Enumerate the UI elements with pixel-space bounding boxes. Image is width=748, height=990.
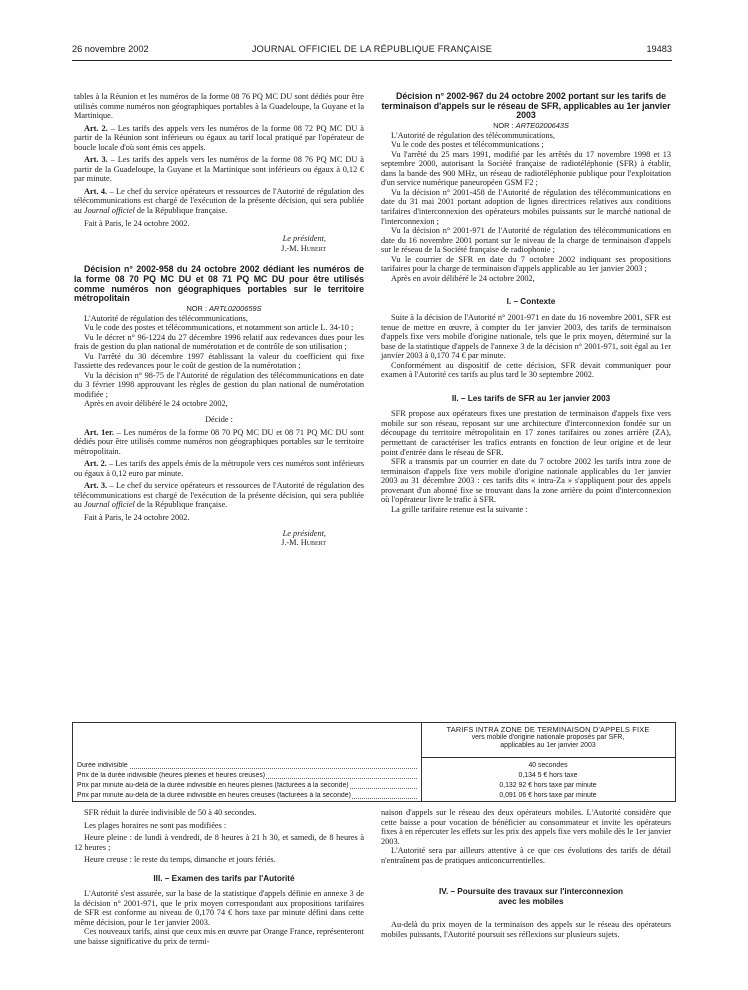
article-1 <box>74 428 364 457</box>
left-column <box>74 92 364 548</box>
body-paragraph: L'Autorité sera par ailleurs attentive à ce que ces évolutions des tarifs de détail n'entraînent pas de pratiques anticoncurrentielles. <box>381 846 671 865</box>
journal-officiel-ref: Journal officiel <box>83 206 135 216</box>
visa-paragraph: Vu le décret n° 96-1224 du 27 décembre 1996 relatif aux redevances dues pour les frais de gestion du plan national de numérotation et de contrôle de son utilisation ; <box>74 332 364 352</box>
table-row-value: 0,132 92 € hors taxe par minute <box>499 782 597 789</box>
visa-paragraph: Vu la décision n° 2001-458 de l'Autorité de régulation des télécommunications en date du 31 mai 2001 portant adoption de lignes directrices relatives aux conditions tarifaires d'interconnexion des opérateurs mobiles puissants sur le marché national de l'interconnexion ; <box>381 187 671 226</box>
visa-paragraph: L'Autorité de régulation des télécommunications, <box>84 313 248 323</box>
decision-967-title: Décision n° 2002-967 du 24 octobre 2002 portant sur les tarifs de terminaison d'appels sur le réseau de SFR, applicables au 1er janvier 2003 <box>381 91 671 121</box>
article-label: Art. 2. <box>84 123 108 133</box>
header-date: 26 novembre 2002 <box>72 44 149 54</box>
body-paragraph: L'Autorité s'est assurée, sur la base de la statistique d'appels définie en annexe 3 de la décision n° 2001-971, que le prix moyen correspondant aux propositions tarifaires de SFR est conforme au niveau de 0,170 74 € hors taxe par minute défini dans cette même décision, pour le 1er janvier 2003. <box>74 889 364 927</box>
signature-name: J.-M. Hubert <box>281 538 326 548</box>
article-4 <box>74 187 364 216</box>
nor-reference: NOR : ARTE0200643S <box>493 121 569 131</box>
visa-paragraph: Vu le code des postes et télécommunications, et notamment son article L. 34-10 ; <box>84 323 354 333</box>
table-header-line: vers mobile d'origine nationale proposés par SFR, <box>471 734 625 741</box>
section-heading: IV. – Poursuite des travaux sur l'interconnexion <box>438 887 624 897</box>
table-row-label: Durée indivisible <box>77 762 128 769</box>
tariff-table <box>72 722 676 802</box>
table-row <box>77 762 417 772</box>
article-3 <box>74 481 364 510</box>
article-text: – Les tarifs des appels vers les numéros de la forme 08 72 PQ MC DU à partir de la Réunion sont inférieurs ou égaux au tarif local pratiqué par l'opérateur de boucle locale d'où sont émis ces appels. <box>74 123 364 152</box>
table-row <box>77 782 417 792</box>
visa-paragraph: L'Autorité de régulation des télécommunications, <box>391 130 555 140</box>
article-text: – Les tarifs des appels vers les numéros de la forme 08 76 PQ MC DU à partir de la Guadeloupe, la Guyane et la Martinique sont inférieurs ou égaux à 0,12 € par minute. <box>74 155 364 184</box>
body-paragraph: Heure creuse : le reste du temps, dimanche et jours fériés. <box>84 855 276 865</box>
fait-a-paris: Fait à Paris, le 24 octobre 2002. <box>84 218 190 228</box>
section-heading: III. – Examen des tarifs par l'Autorité <box>153 873 295 883</box>
table-row <box>77 792 417 802</box>
article-text: de la République française. <box>134 500 228 510</box>
article-label: Art. 3. <box>84 481 108 491</box>
section-heading: II. – Les tarifs de SFR au 1er janvier 2003 <box>451 393 611 403</box>
right-column <box>381 92 671 514</box>
decision-958-title: Décision n° 2002-958 du 24 octobre 2002 dédiant les numéros de la forme 08 70 PQ MC DU et 08 71 PQ MC DU pour être utilisés comme numéros non géographiques portables sur le territoire métropolitain <box>74 264 364 304</box>
decide-heading: Décide : <box>205 415 233 425</box>
article-3 <box>74 155 364 184</box>
table-row-label: Prix de la durée indivisible (heures pleines et heures creuses) <box>77 772 266 779</box>
article-text: – Le chef du service opérateurs et ressources de l'Autorité de régulation des télécommunications est chargé de l'exécution de la présente décision, qui sera publiée au <box>74 186 364 216</box>
section-heading: I. – Contexte <box>506 297 556 307</box>
journal-officiel-ref: Journal officiel <box>83 500 135 510</box>
article-label: Art. 3. <box>84 155 108 165</box>
fait-a-paris: Fait à Paris, le 24 octobre 2002. <box>84 512 190 522</box>
visa-paragraph: Vu la décision n° 98-75 de l'Autorité de régulation des télécommunications en date du 3 février 1998 approuvant les règles de gestion du plan national de numérotation modifiée ; <box>74 370 364 399</box>
article-text: – Les numéros de la forme 08 70 PQ MC DU et 08 71 PQ MC DU sont dédiés pour être utilisés comme numéros non géographiques portables sur le territoire métropolitain. <box>74 427 364 456</box>
context-paragraph: Conformément au dispositif de cette décision, SFR devait communiquer pour examen à l'Autorité ces tarifs au plus tard le 30 septembre 2002. <box>381 360 671 380</box>
table-header-line: applicables au 1er janvier 2003 <box>500 742 596 749</box>
body-paragraph: Au-delà du prix moyen de la terminaison des appels sur le réseau des opérateurs mobiles puissants, l'Autorité poursuit ses réflexions sur plusieurs sujets. <box>381 920 671 939</box>
table-divider <box>421 723 422 801</box>
nor-reference: NOR : ARTL0200659S <box>186 304 262 314</box>
article-text: – Les tarifs des appels émis de la métropole vers ces numéros sont inférieurs ou égaux à 0,12 euro par minute. <box>74 459 364 478</box>
signature-title: Le président, <box>282 528 326 538</box>
visa-paragraph: Vu le courrier de SFR en date du 7 octobre 2002 indiquant ses propositions tarifaires pour la charge de terminaison d'appels applicable au 1er janvier 2003 ; <box>381 254 671 274</box>
visa-paragraph: Vu l'arrêté du 30 décembre 1997 établissant la valeur du coefficient qui fixe l'assiette des redevances pour le coût de gestion de la numérotation ; <box>74 351 364 371</box>
table-row-label: Prix par minute au-delà de la durée indivisible en heures creuses (facturées à la seconde) <box>77 792 351 799</box>
body-paragraph: Heure pleine : de lundi à vendredi, de 8 heures à 21 h 30, et samedi, de 8 heures à 12 heures ; <box>74 833 364 852</box>
article-2 <box>74 459 364 478</box>
table-row-value: 0,134 5 € hors taxe <box>518 772 578 779</box>
intro-paragraph: tables à la Réunion et les numéros de la forme 08 76 PQ MC DU sont dédiés pour être utilisés comme numéros non géographiques portables à la Guadeloupe, la Guyane et la Martinique. <box>74 92 364 121</box>
signature-name: J.-M. Hubert <box>281 243 326 253</box>
article-label: Art. 2. <box>84 459 107 469</box>
table-divider <box>421 757 675 758</box>
table-row-value: 40 secondes <box>528 762 568 769</box>
signature-title: Le président, <box>282 234 326 244</box>
header-page-number: 19483 <box>646 44 672 54</box>
article-text: – Le chef du service opérateurs et ressources de l'Autorité de régulation des télécommunications est chargé de l'exécution de la présente décision, qui sera publiée au <box>74 481 364 510</box>
article-2 <box>74 124 364 153</box>
body-paragraph: Ces nouveaux tarifs, ainsi que ceux mis en œuvre par Orange France, représenteront une baisse significative du prix de termi- <box>74 927 364 947</box>
article-label: Art. 1er. <box>84 427 114 437</box>
tariff-paragraph: SFR a transmis par un courrier en date du 7 octobre 2002 les tarifs intra zone de terminaison d'appels fixe vers mobile d'origine nationale applicables du 1er janvier 2003 au 31 décembre 2003 : ces tarifs dits « intra-Za » s'appliquent pour des appels provenant d'un abonné fixe se trouvant dans la zone arrière du point d'interconnexion où l'opérateur livre le trafic à SFR. <box>381 457 671 505</box>
article-text: de la République française. <box>134 206 228 216</box>
visa-paragraph: Vu la décision n° 2001-971 de l'Autorité de régulation des télécommunications en date du 16 novembre 2001 portant sur le niveau de la charge de terminaison d'appels sur le réseau de la Société française de radiophonie ; <box>381 226 671 255</box>
section-heading: avec les mobiles <box>498 896 564 906</box>
header-rule <box>72 60 672 61</box>
table-row-value: 0,091 06 € hors taxe par minute <box>499 792 597 799</box>
context-paragraph: Suite à la décision de l'Autorité n° 2001-971 en date du 16 novembre 2001, SFR est tenue de mettre en œuvre, à compter du 1er janvier 2003, des tarifs de terminaison d'appels fixe vers mobile d'origine nationale, tels que le prix moyen, déterminé sur la base de la statistique d'appels de l'annexe 3 de la décision n° 2001-971, soit égal au 1er janvier 2003 à 0,170 74 € par minute. <box>381 312 671 361</box>
body-paragraph: naison d'appels sur le réseau des deux opérateurs mobiles. L'Autorité considère que cette baisse a pour vocation de bénéficier au consommateur et invite les opérateurs fixes à en répercuter les effets sur les prix des appels fixe vers mobile dès le 1er janvier 2003. <box>381 808 671 846</box>
table-row <box>77 772 417 782</box>
table-header-line: TARIFS INTRA ZONE DE TERMINAISON D'APPELS FIXE <box>446 725 650 734</box>
tariff-paragraph: La grille tarifaire retenue est la suivante : <box>391 504 528 514</box>
bottom-right-column <box>381 808 671 939</box>
visa-paragraph: Après en avoir délibéré le 24 octobre 2002, <box>391 273 535 283</box>
article-label: Art. 4. <box>84 186 108 196</box>
tariff-paragraph: SFR propose aux opérateurs fixes une prestation de terminaison d'appels fixe vers mobile sur son réseau, reposant sur une architecture d'interconnexion fondée sur un découpage du territoire métropolitain en 17 zones tarifaires ou zones arrière (ZA), permettant de caractériser les trafics entrants en fonction de leur origine et de leur point d'entrée dans le réseau de SFR. <box>381 409 671 457</box>
body-paragraph: Les plages horaires ne sont pas modifiées : <box>84 820 227 830</box>
page-header <box>72 44 672 58</box>
header-journal-title: JOURNAL OFFICIEL DE LA RÉPUBLIQUE FRANÇAISE <box>251 44 493 54</box>
body-paragraph: SFR réduit la durée indivisible de 50 à 40 secondes. <box>84 808 257 817</box>
visa-paragraph: Vu le code des postes et télécommunications ; <box>391 140 544 150</box>
visa-paragraph: Vu l'arrêté du 25 mars 1991, modifié par les arrêtés du 17 novembre 1998 et 13 septembre 2000, autorisant la Société française de radiotéléphonie (SFR) à établir, dans la bande des 900 MHz, un réseau de radiotéléphonie publique pour l'exploitation d'un service numérique paneuropéen GSM F2 ; <box>381 149 671 188</box>
table-row-label: Prix par minute au-delà de la durée indivisible en heures pleines (facturées à la seconde) <box>77 782 349 789</box>
table-header <box>423 726 673 750</box>
bottom-left-column <box>74 808 364 947</box>
visa-paragraph: Après en avoir délibéré le 24 octobre 2002, <box>84 399 228 409</box>
